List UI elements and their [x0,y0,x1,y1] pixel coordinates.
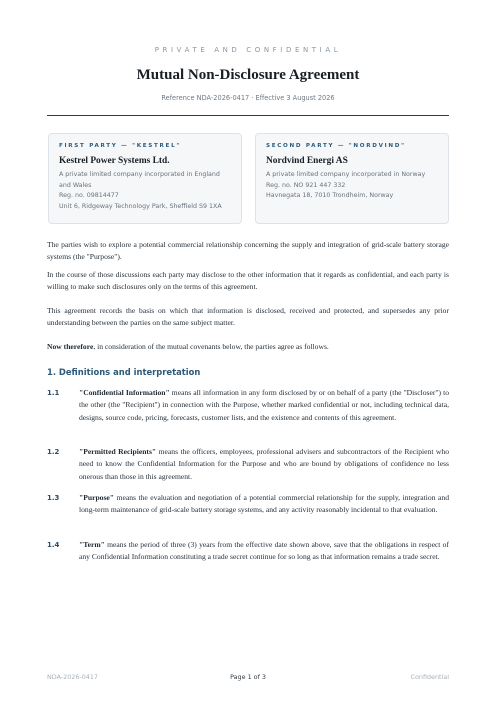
second-party-description: A private limited company incorporated in Norway [266,171,426,178]
clause-body: means all information in any form disclosed by or on behalf of a party (the "Discloser") to the other (the "Recipient") in connection with the Purpose, whether marked confidential or not, including technical data, designs, source code, pricing, forecasts, customer lists, and the existence and contents of this agreement. [79,388,449,422]
defined-term: "Term" [79,540,105,549]
operative-text: , in consideration of the mutual covenants below, the parties agree as follows. [93,342,329,351]
clause-number: 1.3 [47,494,60,502]
clause-number: 1.2 [47,448,60,456]
confidentiality-kicker: PRIVATE AND CONFIDENTIAL [154,46,342,54]
now-therefore-lead: Now therefore [47,342,94,351]
operative-paragraph [47,341,449,353]
clause-text [79,446,449,483]
footer-reference: NDA-2026-0417 [47,673,98,681]
recital-paragraph: This agreement records the basis on which that information is disclosed, received and protected, and supersedes any prior understanding between the parties on the same subject matter. [47,306,449,328]
page-footer [47,673,449,683]
second-party-address: Havnegata 18, 7010 Trondheim, Norway [266,192,394,199]
first-party-address: Unit 6, Ridgeway Technology Park, Sheffield S9 1XA [59,202,222,210]
defined-term: "Confidential Information" [79,388,170,397]
section-heading: 1. Definitions and interpretation [47,367,201,377]
clause-text [79,539,449,564]
recital-paragraph: In the course of those discussions each party may disclose to the other information that it regards as confidential, and each party is willing to make such disclosures only on the terms of this agreement. [47,270,449,292]
defined-term: "Permitted Recipients" [79,447,157,456]
clause-number: 1.4 [47,541,60,549]
document-title: Mutual Non-Disclosure Agreement [136,67,360,83]
clause-body: means the officers, employees, professional advisers and subcontractors of the Recipient who need to know the Confidential Information for the Purpose and who are bound by obligations of confidence no less onerous than those in this agreement. [79,447,450,481]
clause-body: means the evaluation and negotiation of a potential commercial relationship for the supply, integration and long-term maintenance of grid-scale battery storage systems, and any activity reasonably incidental to that evaluation. [79,493,449,515]
first-party-kicker: FIRST PARTY — "KESTREL" [59,143,181,149]
second-party-registration: Reg. no. NO 921 447 332 [266,181,346,189]
recital-paragraph: The parties wish to explore a potential commercial relationship concerning the supply and integration of grid-scale battery storage systems (the "Purpose"). [47,240,449,262]
clause-text [79,492,449,517]
defined-term: "Purpose" [79,493,115,502]
first-party-card [48,133,242,224]
first-party-registration: Reg. no. 09814477 [59,192,119,199]
document-reference: Reference NDA-2026-0417 · Effective 3 August 2026 [161,94,335,102]
footer-confidential-label: Confidential [410,673,449,681]
header-divider [47,115,449,116]
clause-text [79,387,449,424]
second-party-card [255,133,449,224]
clause-number: 1.1 [47,389,60,397]
second-party-kicker: SECOND PARTY — "NORDVIND" [266,143,406,149]
page-number: Page 1 of 3 [230,673,266,681]
second-party-name: Nordvind Energi AS [266,156,348,166]
first-party-name: Kestrel Power Systems Ltd. [59,156,170,166]
first-party-description: A private limited company incorporated in England and Wales [59,171,220,189]
clause-body: means the period of three (3) years from the effective date shown above, save that the obligations in respect of any Confidential Information constituting a trade secret continue for so long as that information remains a trade secret. [79,540,449,562]
